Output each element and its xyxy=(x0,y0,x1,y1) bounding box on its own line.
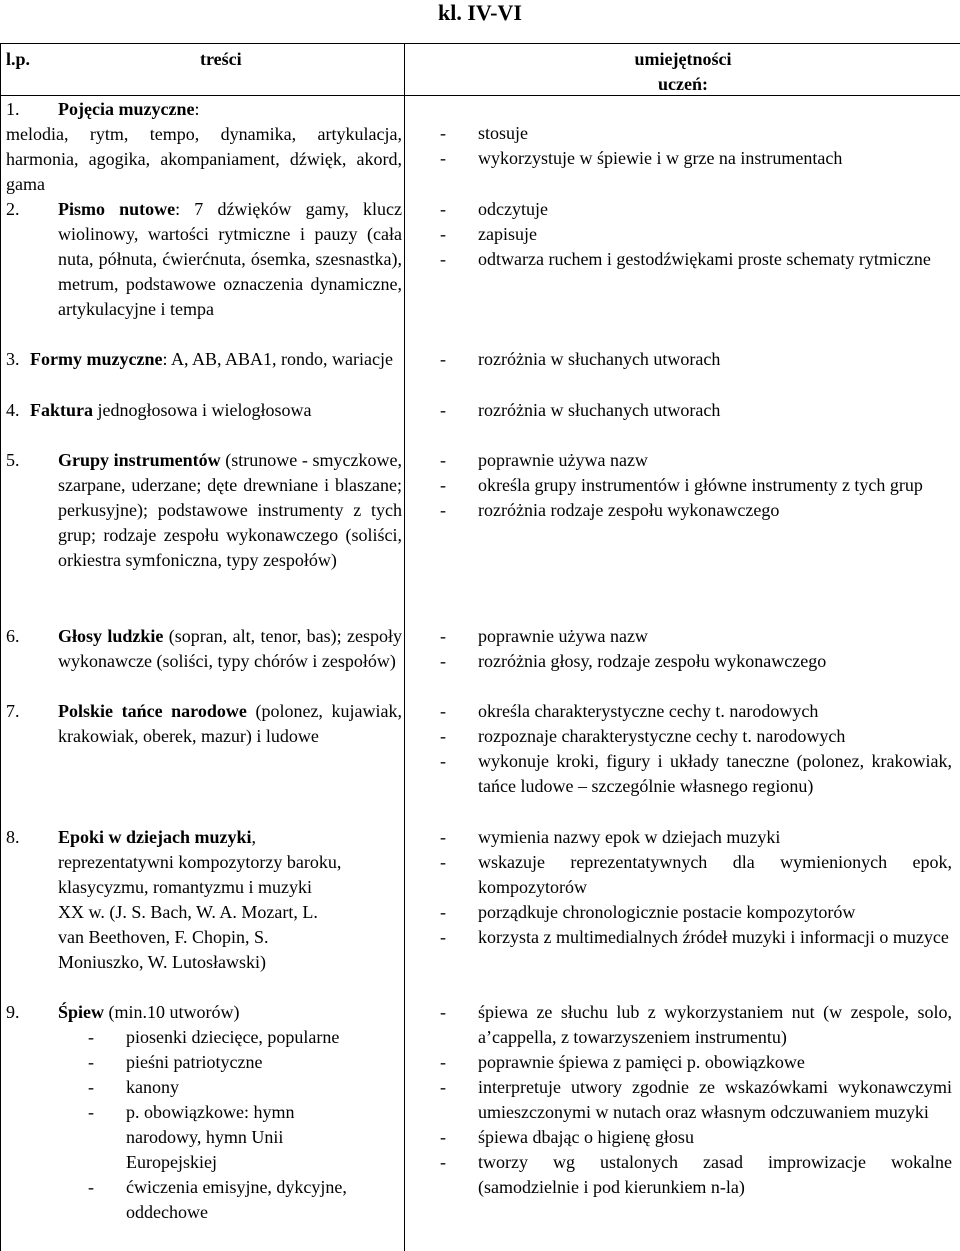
topic-text: jednogłosowa i wielogłosowa xyxy=(93,400,312,420)
skills-row-3 xyxy=(440,347,952,372)
skill-text: poprawnie używa nazw xyxy=(478,450,648,470)
skill-item xyxy=(440,850,952,900)
content-row-8 xyxy=(6,825,402,975)
song-text: ćwiczenia emisyjne, dykcyjne, oddechowe xyxy=(126,1177,347,1222)
skill-text: śpiewa dbając o higienę głosu xyxy=(478,1127,694,1147)
skill-text: rozróżnia w słuchanych utworach xyxy=(478,349,721,369)
dash: - xyxy=(440,1127,446,1147)
content-row-9 xyxy=(6,1000,402,1225)
skill-text: porządkuje chronologicznie postacie kompozytorów xyxy=(478,902,856,922)
topic-text-body: melodia, rytm, tempo, dynamika, artykulacja, harmonia, agogika, akompaniament, dźwięk, akord, gama xyxy=(6,124,402,194)
skill-item xyxy=(440,724,952,749)
skill-text: odtwarza ruchem i gestodźwiękami proste schematy rytmiczne xyxy=(478,249,931,269)
dash: - xyxy=(440,475,446,495)
dash: - xyxy=(440,400,446,420)
skill-item xyxy=(440,247,952,272)
topic-line: van Beethoven, F. Chopin, S. xyxy=(58,927,269,947)
topic-text: , xyxy=(251,827,257,847)
skill-text: korzysta z multimedialnych źródeł muzyki i informacji o muzyce xyxy=(478,927,949,947)
song-text: kanony xyxy=(126,1077,179,1097)
skill-item xyxy=(440,624,952,649)
topic-text: (strunowe - smyczkowe, szarpane, uderzane; dęte drewniane i blaszane; perkusyjne); podstawowe instrumenty z tych grup; rodzaje zespołu wykonawczego (soliści, orkiestra symfoniczna, typy zespołów) xyxy=(58,450,403,570)
skill-text: śpiewa ze słuchu lub z wykorzystaniem nut (w zespole, solo, a’cappella, z towarzyszeniem instrumentu) xyxy=(478,1002,952,1047)
skills-row-7 xyxy=(440,699,952,799)
dash: - xyxy=(440,751,446,771)
topic-title: Grupy instrumentów xyxy=(58,450,221,470)
skill-item xyxy=(440,825,952,850)
song-item xyxy=(88,1175,368,1225)
song-text: pieśni patriotyczne xyxy=(126,1052,263,1072)
topic-line: klasycyzmu, romantyzmu i muzyki xyxy=(58,877,312,897)
dash: - xyxy=(440,1077,446,1097)
topic-title: Polskie tańce narodowe xyxy=(58,701,247,721)
skill-item xyxy=(440,498,952,523)
skill-text: wykonuje kroki, figury i układy taneczne (polonez, krakowiak, tańce ludowe – szczególnie własnego regionu) xyxy=(478,751,952,796)
dash: - xyxy=(440,249,446,269)
row-number: 5. xyxy=(6,450,20,470)
topic-text: (min.10 utworów) xyxy=(104,1002,240,1022)
page-title: kl. IV-VI xyxy=(438,0,522,25)
skill-text: wymienia nazwy epok w dziejach muzyki xyxy=(478,827,781,847)
skill-text: rozróżnia głosy, rodzaje zespołu wykonawczego xyxy=(478,651,827,671)
dash: - xyxy=(440,852,446,872)
dash: - xyxy=(88,1027,94,1047)
dash: - xyxy=(440,651,446,671)
song-item xyxy=(88,1075,368,1100)
skill-text: wskazuje reprezentatywnych dla wymienionych epok, kompozytorów xyxy=(478,852,952,897)
skill-text: odczytuje xyxy=(478,199,548,219)
dash: - xyxy=(440,148,446,168)
content-row-5 xyxy=(6,448,402,573)
skill-item xyxy=(440,925,952,950)
row-number: 3. xyxy=(6,349,20,369)
topic-title: Śpiew xyxy=(58,1002,105,1022)
skill-item xyxy=(440,1150,952,1200)
content-row-1 xyxy=(6,97,402,197)
content-row-6 xyxy=(6,624,402,674)
dash: - xyxy=(440,902,446,922)
dash: - xyxy=(440,827,446,847)
skill-item xyxy=(440,222,952,247)
row-number: 9. xyxy=(6,1002,20,1022)
header-tresci: treści xyxy=(200,49,242,69)
skill-item xyxy=(440,197,952,222)
dash: - xyxy=(440,726,446,746)
row-number: 1. xyxy=(6,99,20,119)
topic-text: : 7 dźwięków gamy, klucz wiolinowy, wartości rytmiczne i pauzy (cała nuta, półnuta, ćwierćnuta, ósemka, szesnastka), metrum, podstawowe oznaczenia dynamiczne, artykulacyjne i tempa xyxy=(58,199,403,319)
song-text: piosenki dziecięce, popularne xyxy=(126,1027,340,1047)
content-row-2 xyxy=(6,197,402,322)
content-row-7 xyxy=(6,699,402,749)
column-divider xyxy=(404,43,405,1251)
skill-item xyxy=(440,1075,952,1125)
topic-title: Głosy ludzkie xyxy=(58,626,164,646)
dash: - xyxy=(88,1102,94,1122)
dash: - xyxy=(440,626,446,646)
skill-text: określa charakterystyczne cechy t. narodowych xyxy=(478,701,819,721)
skill-item xyxy=(440,448,952,473)
song-item xyxy=(88,1025,368,1050)
skill-item xyxy=(440,398,952,423)
skill-item xyxy=(440,473,952,498)
topic-text: : xyxy=(194,99,200,119)
dash: - xyxy=(440,199,446,219)
skill-item xyxy=(440,347,952,372)
skills-row-6 xyxy=(440,624,952,674)
skill-item xyxy=(440,1050,952,1075)
dash: - xyxy=(440,1152,446,1172)
skill-item xyxy=(440,1125,952,1150)
dash: - xyxy=(440,927,446,947)
dash: - xyxy=(440,1052,446,1072)
dash: - xyxy=(440,1002,446,1022)
content-row-4 xyxy=(6,398,436,423)
song-text: p. obowiązkowe: hymn narodowy, hymn Unii Europejskiej xyxy=(126,1102,295,1172)
topic-title: Epoki w dziejach muzyki xyxy=(58,827,252,847)
skill-text: rozpoznaje charakterystyczne cechy t. narodowych xyxy=(478,726,846,746)
song-item xyxy=(88,1100,331,1175)
dash: - xyxy=(440,349,446,369)
header-uczen-label: uczeń: xyxy=(658,74,708,94)
topic-title: Faktura xyxy=(30,400,93,420)
topic-title: Formy muzyczne xyxy=(30,349,163,369)
skill-item xyxy=(440,900,952,925)
skill-text: rozróżnia rodzaje zespołu wykonawczego xyxy=(478,500,780,520)
dash: - xyxy=(88,1077,94,1097)
skill-item xyxy=(440,121,952,146)
dash: - xyxy=(88,1052,94,1072)
dash: - xyxy=(440,123,446,143)
skills-row-1 xyxy=(440,121,952,171)
topic-line: reprezentatywni kompozytorzy baroku, xyxy=(58,852,342,872)
dash: - xyxy=(440,450,446,470)
skill-text: zapisuje xyxy=(478,224,537,244)
row-number: 6. xyxy=(6,626,20,646)
skills-row-2 xyxy=(440,197,952,272)
header-umiejetnosci-label: umiejętności xyxy=(634,49,732,69)
skills-row-8 xyxy=(440,825,952,950)
skill-text: poprawnie śpiewa z pamięci p. obowiązkowe xyxy=(478,1052,805,1072)
header-lp: l.p. xyxy=(6,49,31,69)
skill-text: stosuje xyxy=(478,123,529,143)
skill-text: tworzy wg ustalonych zasad improwizacje wokalne (samodzielnie i pod kierunkiem n-la) xyxy=(478,1152,952,1197)
skill-item xyxy=(440,749,952,799)
topic-line: Moniuszko, W. Lutosławski) xyxy=(58,952,267,972)
topic-text: (sopran, alt, tenor, bas); zespoły wykonawcze (soliści, typy chórów i zespołów) xyxy=(58,626,402,671)
dash: - xyxy=(440,224,446,244)
skill-text: interpretuje utwory zgodnie ze wskazówkami wykonawczymi umieszczonymi w nutach oraz własnym odczuwaniem muzyki xyxy=(478,1077,952,1122)
row-number: 7. xyxy=(6,701,20,721)
skill-text: wykorzystuje w śpiewie i w grze na instrumentach xyxy=(478,148,843,168)
topic-text: : A, AB, ABA1, rondo, wariacje xyxy=(162,349,393,369)
skill-item xyxy=(440,1000,952,1050)
topic-title: Pismo nutowe xyxy=(58,199,176,219)
topic-text: (polonez, kujawiak, krakowiak, oberek, mazur) i ludowe xyxy=(58,701,402,746)
header-umiejetnosci xyxy=(600,47,766,97)
skills-row-5 xyxy=(440,448,952,523)
song-item xyxy=(88,1050,368,1075)
row-number: 2. xyxy=(6,199,20,219)
row-number: 4. xyxy=(6,400,20,420)
skill-text: określa grupy instrumentów i główne instrumenty z tych grup xyxy=(478,475,923,495)
row-number: 8. xyxy=(6,827,20,847)
header-divider xyxy=(0,95,960,96)
dash: - xyxy=(440,701,446,721)
skills-row-9 xyxy=(440,1000,952,1200)
skill-text: poprawnie używa nazw xyxy=(478,626,648,646)
dash: - xyxy=(440,500,446,520)
dash: - xyxy=(88,1177,94,1197)
skill-item xyxy=(440,699,952,724)
skill-item xyxy=(440,146,952,171)
skills-row-4 xyxy=(440,398,952,423)
topic-title: Pojęcia muzyczne xyxy=(58,99,195,119)
skill-item xyxy=(440,649,952,674)
topic-line: XX w. (J. S. Bach, W. A. Mozart, L. xyxy=(58,902,318,922)
skill-text: rozróżnia w słuchanych utworach xyxy=(478,400,721,420)
content-row-3 xyxy=(6,347,402,372)
